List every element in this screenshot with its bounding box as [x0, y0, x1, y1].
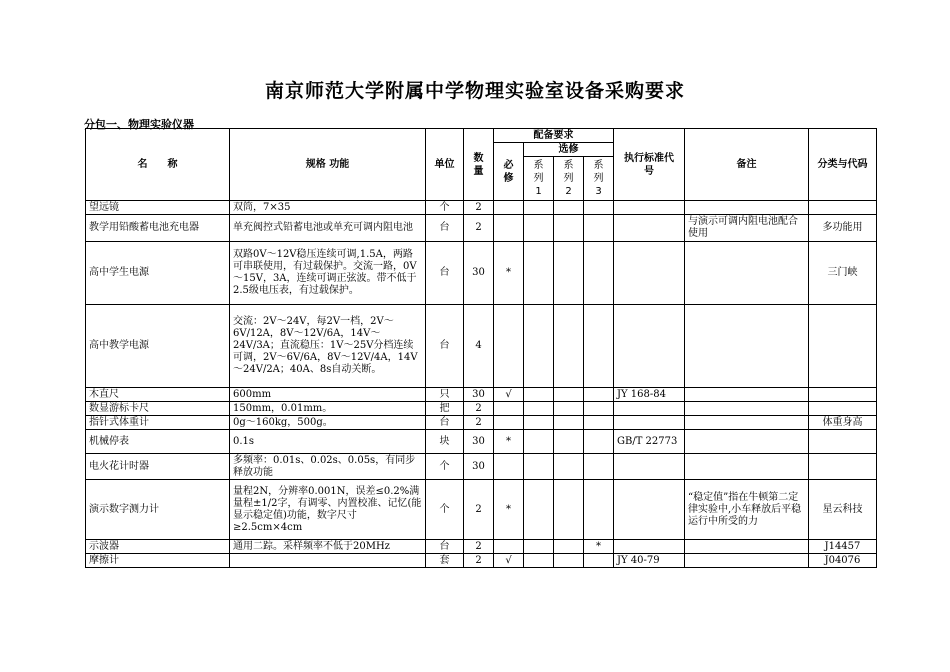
note-cell	[685, 430, 809, 454]
category-cell: 多功能用	[809, 215, 877, 242]
series-2-cell	[554, 201, 584, 215]
section-heading: 分包一、物理实验仪器	[84, 118, 194, 131]
series-3-cell	[584, 480, 614, 540]
spec-cell: 通用二踪。采样频率不低于20MHz	[230, 540, 426, 554]
note-cell	[685, 554, 809, 568]
header-category: 分类与代码	[809, 129, 877, 201]
series-1-cell	[524, 554, 554, 568]
category-cell	[809, 201, 877, 215]
header-required: 必修	[494, 143, 524, 201]
name-cell: 示波器	[86, 540, 230, 554]
qty-cell: 30	[464, 242, 494, 305]
name-cell: 教学用铅酸蓄电池充电器	[86, 215, 230, 242]
note-cell	[685, 242, 809, 305]
series-3-cell	[584, 242, 614, 305]
unit-cell: 台	[426, 242, 464, 305]
unit-cell: 个	[426, 454, 464, 480]
category-cell: 三门峡	[809, 242, 877, 305]
standard-cell: JY 40-79	[614, 554, 685, 568]
series-3-cell	[584, 201, 614, 215]
required-cell: √	[494, 388, 524, 402]
category-cell: 体重身高	[809, 416, 877, 430]
header-qty: 数量	[464, 129, 494, 201]
spec-cell: 多频率：0.01s、0.02s、0.05s，有同步释放功能	[230, 454, 426, 480]
series-1-cell	[524, 305, 554, 388]
qty-cell: 2	[464, 201, 494, 215]
series-2-cell	[554, 454, 584, 480]
series-2-cell	[554, 388, 584, 402]
table-row	[86, 540, 877, 554]
series-2-cell	[554, 540, 584, 554]
required-cell	[494, 215, 524, 242]
name-cell: 电火花计时器	[86, 454, 230, 480]
required-cell	[494, 416, 524, 430]
unit-cell: 块	[426, 430, 464, 454]
series-1-cell	[524, 454, 554, 480]
header-optional: 选修	[524, 143, 614, 157]
spec-cell: 双路0V～12V稳压连续可调,1.5A，两路可串联使用，有过载保护。交流一路，0V～15V，3A，连续可调正弦波。带不低于2.5级电压表，有过载保护。	[230, 242, 426, 305]
required-cell	[494, 201, 524, 215]
category-cell: 星云科技	[809, 480, 877, 540]
header-series-3: 系列3	[584, 157, 614, 201]
table-row	[86, 201, 877, 215]
unit-cell: 台	[426, 305, 464, 388]
required-cell: *	[494, 242, 524, 305]
spec-cell: 量程2N，分辨率0.001N，误差≤0.2%满量程±1/2字，有调零、内置校准、记忆(能显示稳定值)功能，数字尺寸≥2.5cm×4cm	[230, 480, 426, 540]
name-cell: 木直尺	[86, 388, 230, 402]
note-cell	[685, 305, 809, 388]
standard-cell	[614, 215, 685, 242]
series-1-cell	[524, 416, 554, 430]
series-3-cell	[584, 454, 614, 480]
required-cell	[494, 540, 524, 554]
series-1-cell	[524, 388, 554, 402]
note-cell: “稳定值”指在牛顿第二定律实验中,小车释放后平稳运行中所受的力	[685, 480, 809, 540]
standard-cell	[614, 454, 685, 480]
required-cell: *	[494, 430, 524, 454]
series-3-cell	[584, 215, 614, 242]
spec-cell: 0g～160kg，500g。	[230, 416, 426, 430]
qty-cell: 30	[464, 388, 494, 402]
required-cell	[494, 305, 524, 388]
name-cell: 摩擦计	[86, 554, 230, 568]
spec-cell: 150mm，0.01mm。	[230, 402, 426, 416]
table-row	[86, 242, 877, 305]
name-cell: 望远镜	[86, 201, 230, 215]
category-cell: J14457	[809, 540, 877, 554]
series-3-cell	[584, 416, 614, 430]
header-standard: 执行标准代号	[614, 129, 685, 201]
standard-cell	[614, 305, 685, 388]
series-3-cell: *	[584, 540, 614, 554]
header-spec: 规格 功能	[230, 129, 426, 201]
header-name: 名 称	[86, 129, 230, 201]
table-row	[86, 305, 877, 388]
unit-cell: 台	[426, 215, 464, 242]
category-cell	[809, 430, 877, 454]
note-cell	[685, 454, 809, 480]
spec-cell: 单充阀控式铅蓄电池或单充可调内阻电池	[230, 215, 426, 242]
unit-cell: 个	[426, 201, 464, 215]
note-cell	[685, 201, 809, 215]
series-2-cell	[554, 554, 584, 568]
qty-cell: 2	[464, 540, 494, 554]
series-1-cell	[524, 242, 554, 305]
note-cell	[685, 540, 809, 554]
series-1-cell	[524, 201, 554, 215]
qty-cell: 30	[464, 430, 494, 454]
equipment-table	[85, 128, 877, 568]
table-row	[86, 388, 877, 402]
name-cell: 高中学生电源	[86, 242, 230, 305]
name-cell: 演示数字测力计	[86, 480, 230, 540]
name-cell: 机械停表	[86, 430, 230, 454]
series-3-cell	[584, 388, 614, 402]
qty-cell: 2	[464, 215, 494, 242]
unit-cell: 个	[426, 480, 464, 540]
header-series-1: 系列1	[524, 157, 554, 201]
unit-cell: 把	[426, 402, 464, 416]
category-cell	[809, 388, 877, 402]
table-row	[86, 454, 877, 480]
spec-cell	[230, 554, 426, 568]
required-cell	[494, 454, 524, 480]
name-cell: 高中教学电源	[86, 305, 230, 388]
qty-cell: 4	[464, 305, 494, 388]
note-cell: 与演示可调内阻电池配合使用	[685, 215, 809, 242]
series-2-cell	[554, 480, 584, 540]
series-3-cell	[584, 554, 614, 568]
note-cell	[685, 388, 809, 402]
qty-cell: 2	[464, 480, 494, 540]
name-cell: 指针式体重计	[86, 416, 230, 430]
series-3-cell	[584, 402, 614, 416]
series-1-cell	[524, 480, 554, 540]
standard-cell	[614, 540, 685, 554]
header-note: 备注	[685, 129, 809, 201]
series-1-cell	[524, 430, 554, 454]
qty-cell: 2	[464, 416, 494, 430]
spec-cell: 600mm	[230, 388, 426, 402]
standard-cell	[614, 201, 685, 215]
header-series-2: 系列2	[554, 157, 584, 201]
category-cell: J04076	[809, 554, 877, 568]
spec-cell: 0.1s	[230, 430, 426, 454]
qty-cell: 2	[464, 402, 494, 416]
unit-cell: 台	[426, 540, 464, 554]
series-2-cell	[554, 242, 584, 305]
note-cell	[685, 402, 809, 416]
series-2-cell	[554, 305, 584, 388]
table-row	[86, 416, 877, 430]
category-cell	[809, 454, 877, 480]
qty-cell: 30	[464, 454, 494, 480]
category-cell	[809, 402, 877, 416]
standard-cell	[614, 402, 685, 416]
spec-cell: 交流：2V～24V，每2V一档，2V～6V/12A，8V～12V/6A，14V～24V/3A；直流稳压：1V～25V分档连续可调，2V～6V/6A，8V～12V/4A，14V～24V/2A；40A、8s自动关断。	[230, 305, 426, 388]
series-2-cell	[554, 416, 584, 430]
note-cell	[685, 416, 809, 430]
header-config: 配备要求	[494, 129, 614, 143]
series-2-cell	[554, 402, 584, 416]
qty-cell: 2	[464, 554, 494, 568]
table-row	[86, 554, 877, 568]
standard-cell	[614, 480, 685, 540]
required-cell	[494, 402, 524, 416]
series-3-cell	[584, 430, 614, 454]
standard-cell	[614, 242, 685, 305]
series-2-cell	[554, 430, 584, 454]
required-cell: √	[494, 554, 524, 568]
standard-cell	[614, 416, 685, 430]
name-cell: 数显游标卡尺	[86, 402, 230, 416]
unit-cell: 台	[426, 416, 464, 430]
table-row	[86, 480, 877, 540]
table-row	[86, 430, 877, 454]
required-cell: *	[494, 480, 524, 540]
table-row	[86, 215, 877, 242]
series-1-cell	[524, 540, 554, 554]
series-1-cell	[524, 215, 554, 242]
series-2-cell	[554, 215, 584, 242]
series-3-cell	[584, 305, 614, 388]
page-title: 南京师范大学附属中学物理实验室设备采购要求	[264, 80, 685, 102]
category-cell	[809, 305, 877, 388]
spec-cell: 双筒，7×35	[230, 201, 426, 215]
unit-cell: 套	[426, 554, 464, 568]
table-row	[86, 402, 877, 416]
series-1-cell	[524, 402, 554, 416]
standard-cell: JY 168-84	[614, 388, 685, 402]
standard-cell: GB/T 22773	[614, 430, 685, 454]
unit-cell: 只	[426, 388, 464, 402]
header-unit: 单位	[426, 129, 464, 201]
